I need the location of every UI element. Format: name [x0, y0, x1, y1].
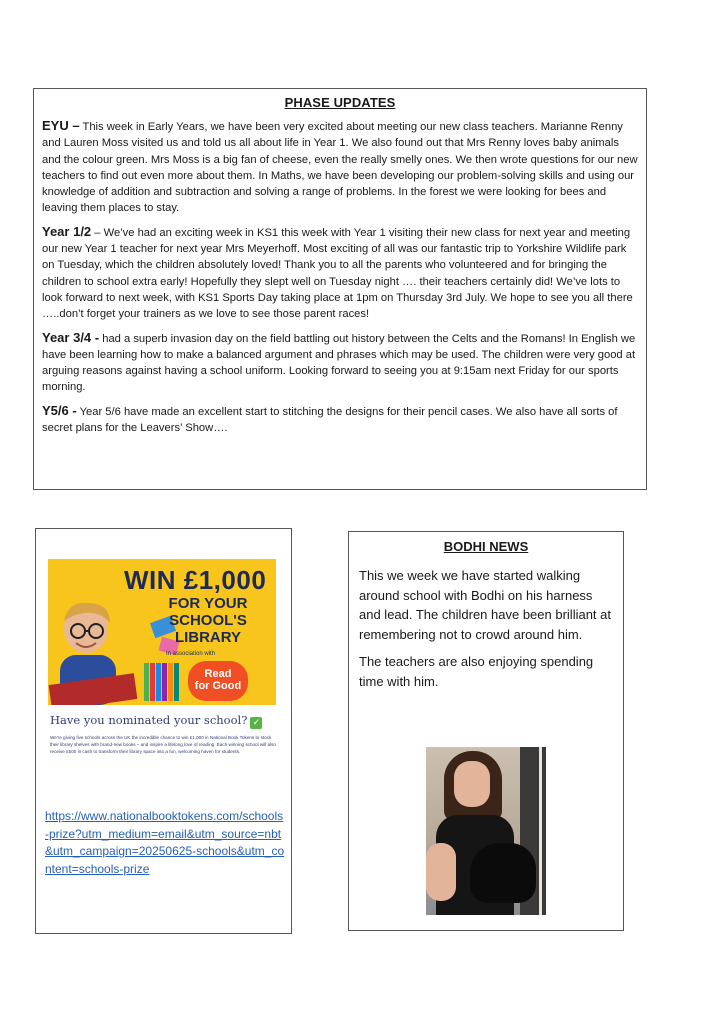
phase-update-year-1-2: [42, 224, 638, 323]
phase-update-year-3-4: [42, 330, 638, 396]
check-mark-icon: ✓: [250, 717, 262, 729]
phase-update-eyu: [42, 118, 638, 217]
prize-link[interactable]: https://www.nationalbooktokens.com/schools-prize?utm_medium=email&utm_source=nbt&utm_campaign=20250625-schools&utm_content=schools-prize: [45, 809, 285, 876]
phase-lead: Year 1/2: [42, 223, 92, 239]
poster-line: SCHOOL'S: [169, 612, 247, 629]
win-library-poster: [48, 559, 276, 705]
phase-updates-title: PHASE UPDATES: [284, 95, 396, 110]
photo-person-arm: [426, 843, 456, 901]
poster-line: FOR YOUR: [168, 595, 248, 612]
phase-lead: Year 3/4 -: [42, 329, 100, 345]
nominate-heading: [50, 713, 262, 729]
bodhi-paragraph: The teachers are also enjoying spending time with him.: [359, 654, 594, 689]
bodhi-news-box: [348, 531, 624, 931]
logo-line: Read: [204, 668, 232, 680]
photo-person-face: [454, 761, 490, 807]
phase-lead: EYU –: [42, 118, 80, 133]
bodhi-news-title: BODHI NEWS: [443, 539, 529, 554]
phase-text: – We’ve had an exciting week in KS1 this week with Year 1 visiting their new class for next year and meeting our new Year 1 teacher for next year Mrs Meyerhoff. Most exciting of all was our fantastic trip to Yorkshire Wildlife park on Tuesday, which the children absolutely loved! Thank you to all the parents who volunteered and for bringing the children to school extra early! Hopefully they slept well on Tuesday night …. their teachers certainly did! We’ve lots to look forward to next week, with KS1 Sports Day taking place at 1pm on Thursday 3rd July. We hope to see you all there …..don’t forget your trainers as we love to see those parent races!: [42, 226, 633, 321]
phase-text: had a superb invasion day on the field battling out history between the Celts and the Romans! In English we have been learning how to make a balanced argument and phrases which may be used. The children were very good at arguing reasons against having a school uniform. Looking forward to seeing you at 9:15am next Friday for our sports morning.: [42, 332, 636, 394]
logo-line: for Good: [194, 680, 242, 692]
bodhi-paragraph: This we week we have started walking around school with Bodhi on his harness and lead. The children have been brilliant at remembering not to crowd around him.: [359, 568, 611, 642]
photo-puppy: [470, 843, 536, 903]
poster-association: In association with: [166, 651, 216, 657]
nominate-text: Have you nominated your school?: [50, 713, 248, 727]
phase-update-y5-6: [42, 403, 638, 437]
poster-win-heading: WIN £1,000: [124, 565, 267, 595]
prize-description: We're giving five schools across the UK the incredible chance to win £1,000 in National Book Tokens to stock their library shelves with brand-new books – and inspire a lifelong love of reading. Each winning school will also receive £500 in cash to transform their library space into a fun, welcoming haven for students.: [50, 735, 276, 754]
read-for-good-logo: [188, 661, 248, 701]
phase-lead: Y5/6 -: [42, 402, 77, 418]
phase-updates-box: [33, 88, 647, 490]
school-library-prize-box: [35, 528, 292, 934]
poster-line: LIBRARY: [174, 629, 242, 646]
phase-text: This week in Early Years, we have been very excited about meeting our new class teachers. Marianne Renny and Lauren Moss visited us and told us all about life in Year 1. We also found out that Mrs Renny loves baby animals and the colour green. Mrs Moss is a big fan of cheese, even the really smelly ones. We then wrote questions for our new teachers to find out even more about them. In Maths, we have been developing our problem-solving skills and using our knowledge of addition and subtraction and solving a range of problems. In the forest we were looking for bees and leaving them places to stay.: [42, 121, 638, 215]
photo-railing: [539, 747, 542, 915]
poster-subheading: [144, 595, 272, 646]
phase-text: Year 5/6 have made an excellent start to stitching the designs for their pencil cases. We also have all sorts of secret plans for the Leavers’ Show….: [42, 405, 618, 435]
bodhi-photo: [426, 747, 546, 915]
book-stack-icon: [144, 663, 186, 705]
